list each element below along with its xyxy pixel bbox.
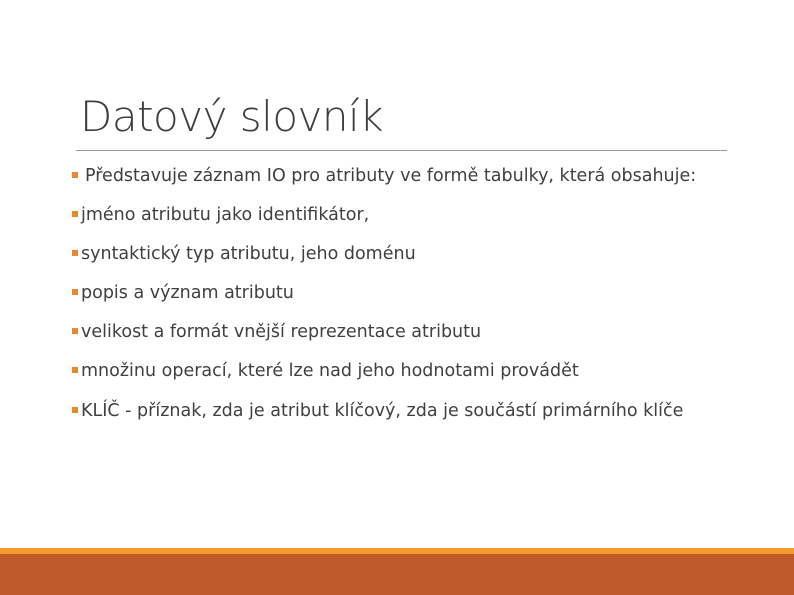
bullet-text: Představuje záznam IO pro atributy ve formě tabulky, která obsahuje: xyxy=(85,166,697,186)
square-bullet-icon xyxy=(72,407,78,413)
bullet-text: množinu operací, které lze nad jeho hodnotami provádět xyxy=(81,361,579,381)
square-bullet-icon xyxy=(72,211,78,217)
slide-title: Datový slovník xyxy=(80,92,384,141)
bullet-item xyxy=(72,242,416,266)
footer-bar xyxy=(0,554,794,595)
title-divider xyxy=(76,150,727,151)
bullet-text: velikost a formát vnější reprezentace atributu xyxy=(81,322,482,342)
square-bullet-icon xyxy=(72,250,78,256)
bullet-item xyxy=(72,281,294,305)
square-bullet-icon xyxy=(72,328,78,334)
bullet-item xyxy=(72,320,481,344)
bullet-item xyxy=(72,203,369,227)
square-bullet-icon xyxy=(72,172,78,178)
bullet-text: syntaktický typ atributu, jeho doménu xyxy=(81,244,416,264)
bullet-text: KLÍČ - příznak, zda je atribut klíčový, zda je součástí primárního klíče xyxy=(81,401,684,421)
square-bullet-icon xyxy=(72,289,78,295)
bullet-item xyxy=(72,399,683,423)
bullet-text: popis a význam atributu xyxy=(81,283,294,303)
square-bullet-icon xyxy=(72,367,78,373)
bullet-item xyxy=(72,359,579,383)
bullet-text: jméno atributu jako identifikátor, xyxy=(81,205,370,225)
bullet-item xyxy=(72,164,696,188)
